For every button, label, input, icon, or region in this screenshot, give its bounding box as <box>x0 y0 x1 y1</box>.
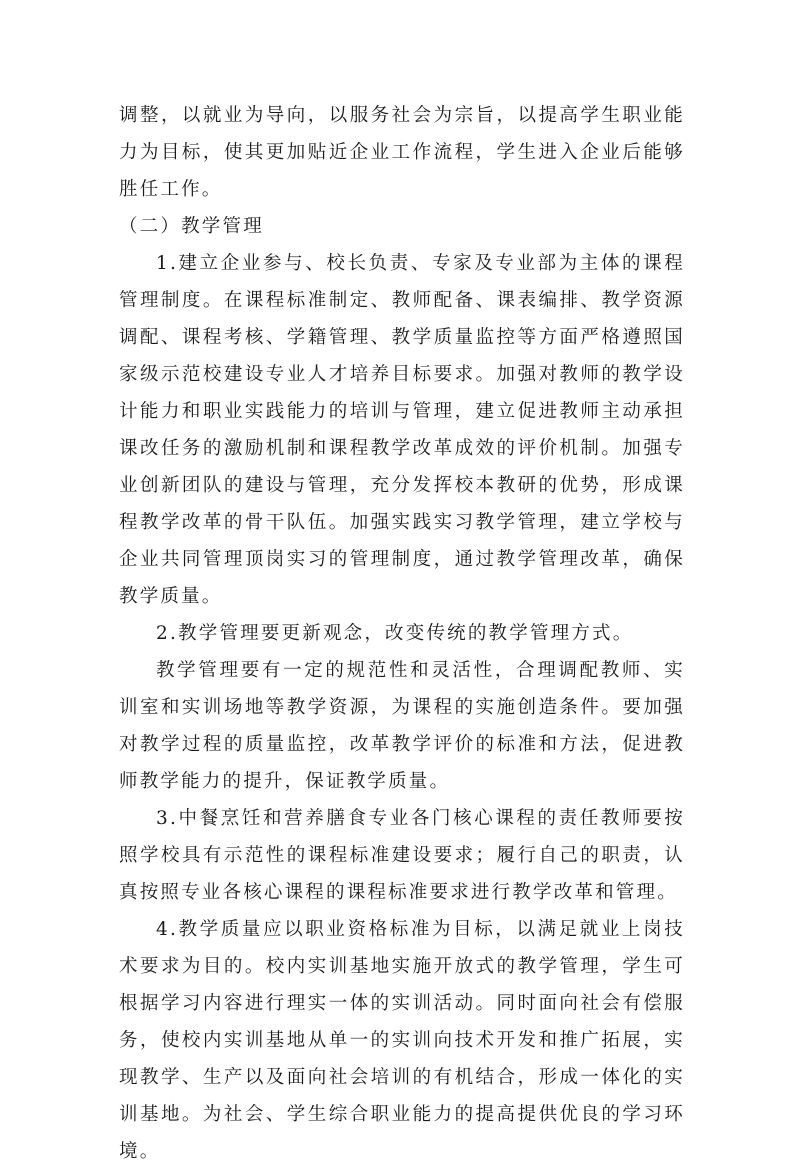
paragraph-item-4: 4.教学质量应以职业资格标准为目标，以满足就业上岗技术要求为目的。校内实训基地实施开放式的教学管理，学生可根据学习内容进行理实一体的实训活动。同时面向社会有偿服务，使校内实训基地从单一的实训向技术开发和推广拓展，实现教学、生产以及面向社会培训的有机结合，形成一体化的实训基地。为社会、学生综合职业能力的提高提供优良的学习环境。 <box>119 919 685 1162</box>
paragraph-item-1: 1.建立企业参与、校长负责、专家及专业部为主体的课程管理制度。在课程标准制定、教师配备、课表编排、教学资源调配、课程考核、学籍管理、教学质量监控等方面严格遵照国家级示范校建设专业人才培养目标要求。加强对教师的教学设计能力和职业实践能力的培训与管理，建立促进教师主动承担课改任务的激励机制和课程教学改革成效的评价机制。加强专业创新团队的建设与管理，充分发挥校本教研的优势，形成课程教学改革的骨干队伍。加强实践实习教学管理，建立学校与企业共同管理顶岗实习的管理制度，通过教学管理改革，确保教学质量。 <box>119 253 685 607</box>
paragraph-item-2: 2.教学管理要更新观念，改变传统的教学管理方式。 <box>156 623 634 644</box>
paragraph-item-3: 3.中餐烹饪和营养膳食专业各门核心课程的责任教师要按照学校具有示范性的课程标准建设要求；履行自己的职责，认真按照专业各核心课程的课程标准要求进行教学改革和管理。 <box>119 808 685 903</box>
section-heading: （二）教学管理 <box>119 216 264 237</box>
paragraph-continuation: 调整，以就业为导向，以服务社会为宗旨，以提高学生职业能力为目标，使其更加贴近企业工作流程，学生进入企业后能够胜任工作。 <box>119 105 685 200</box>
paragraph-item-2-detail: 教学管理要有一定的规范性和灵活性，合理调配教师、实训室和实训场地等教学资源，为课程的实施创造条件。要加强对教学过程的质量监控，改革教学评价的标准和方法，促进教师教学能力的提升，保证教学质量。 <box>119 660 685 792</box>
document-body <box>119 97 685 1170</box>
